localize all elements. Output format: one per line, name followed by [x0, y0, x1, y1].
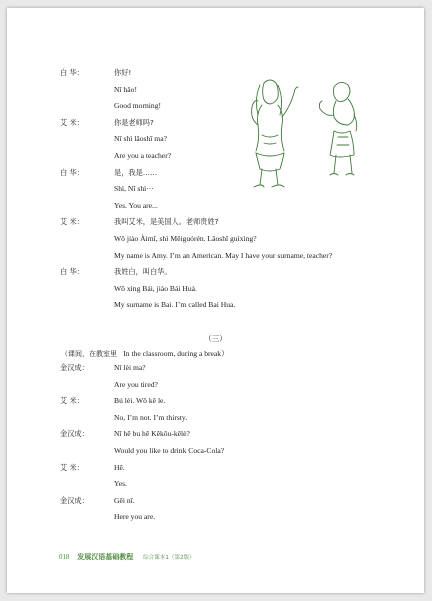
speaker-label: 艾 米： [60, 462, 84, 472]
dialogue-line: Wǒ jiào Àimǐ, shì Měiguórén. Lǎoshī guìxìng? [114, 234, 257, 243]
scene-chinese: （课间，在教室里 [61, 350, 117, 358]
dialogue-line: Wǒ xìng Bái, jiào Bái Huá. [114, 283, 197, 293]
scene-description [61, 348, 229, 359]
chinese-line: 我叫艾米，是美国人。老师贵姓? [114, 217, 219, 227]
page-footer [59, 552, 195, 562]
speaker-label: 白 华： [60, 68, 84, 77]
dialogue-line: Nǐ lèi ma? [114, 363, 146, 372]
speaker-label: 金汉成： [60, 429, 89, 439]
volume-label: 综合课本1（第2版） [143, 555, 195, 561]
dialogue-line: Are you tired? [114, 379, 158, 389]
speaker-label: 艾 米： [60, 217, 84, 227]
scene-english: In the classroom, during a break） [123, 349, 229, 358]
book-title: 发展汉语基础教程 [77, 553, 134, 561]
page-number: 018 [59, 553, 70, 561]
dialogue-line: No, I’m not. I’m thirsty. [114, 412, 188, 422]
dialogue-line: My name is Amy. I’m an American. May I have your surname, teacher? [114, 250, 333, 260]
document-page [7, 8, 424, 593]
dialogue-line: Gěi nǐ. [114, 495, 135, 505]
dialogue-line: Shì, Nǐ shì··· [114, 184, 154, 194]
chinese-line: 是，我是…… [114, 167, 158, 177]
dialogue-line: Hē. [114, 462, 125, 472]
dialogue-line: Yes. [114, 479, 127, 489]
chinese-line: 你是老师吗? [114, 117, 154, 127]
speaker-label: 艾 米： [60, 396, 84, 406]
speaker-label: 艾 米： [60, 117, 84, 127]
dialogue-line: Good morning! [114, 101, 162, 111]
speaker-label: 白 华： [60, 267, 84, 277]
speaker-label: 金汉成： [60, 363, 89, 372]
speaker-label: 金汉成： [60, 495, 89, 505]
dialogue-line: Would you like to drink Coca-Cola? [114, 446, 225, 455]
chinese-line: 你好! [114, 68, 132, 77]
dialogue-line: Yes. You are... [114, 200, 158, 210]
dialogue-line: Are you a teacher? [114, 151, 172, 160]
dialogue-line: Here you are. [114, 512, 156, 522]
dialogue-illustration [242, 75, 362, 191]
dialogue-line: My surname is Bai. I’m called Bai Hua. [114, 300, 236, 310]
dialogue-line: Nǐ hē bu hē Kěkǒu-kělè? [114, 429, 190, 439]
speaker-label: 白 华： [60, 167, 84, 177]
dialogue-line: Bú lèi. Wǒ kě le. [114, 396, 166, 406]
section-heading: （三） [204, 334, 227, 343]
dialogue-line: Nǐ shì lǎoshī ma? [114, 134, 167, 144]
dialogue-line: Nǐ hǎo! [114, 84, 137, 94]
chinese-line: 我姓白，叫白华。 [114, 267, 172, 277]
